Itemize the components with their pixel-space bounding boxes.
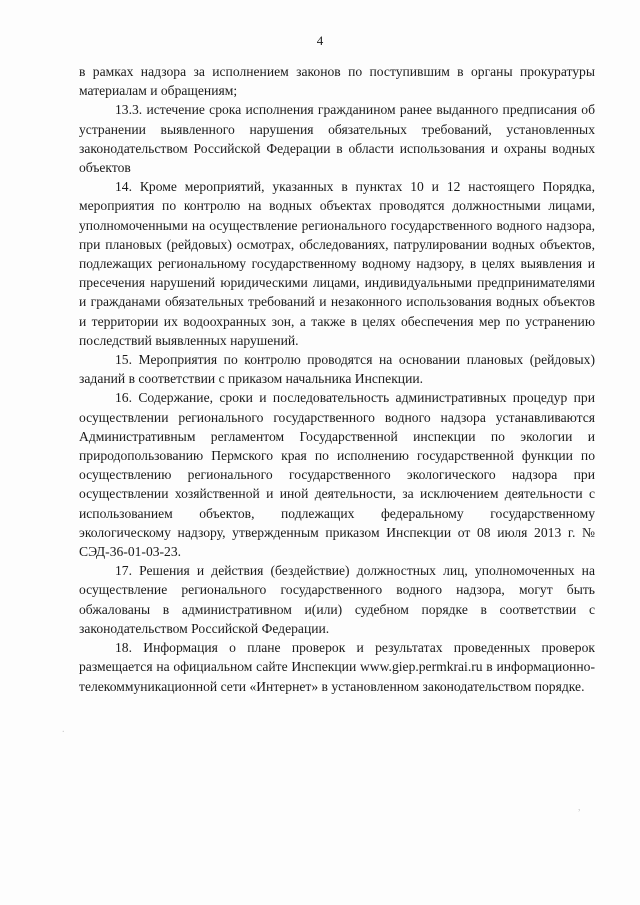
paragraph-17: 17. Решения и действия (бездействие) должностных лиц, уполномоченных на осуществление регионального государственного водного надзора, могут быть обжалованы в административном и(или) судебном порядке в соответствии с законодательством Российской Федерации. — [79, 563, 595, 636]
paragraph-continuation: в рамках надзора за исполнением законов по поступившим в органы прокуратуры материалам и обращениям; — [79, 64, 595, 99]
scan-artifact-left: . — [62, 724, 65, 735]
paragraph-18: 18. Информация о плане проверок и результатах проведенных проверок размещается на официальном сайте Инспекции www.giep.permkrai.ru в информационно-телекоммуникационной сети «Интернет» в установленном законодательством порядке. — [79, 640, 595, 694]
paragraph-14: 14. Кроме мероприятий, указанных в пунктах 10 и 12 настоящего Порядка, мероприятия по контролю на водных объектах проводятся должностными лицами, уполномоченными на осуществление регионального государственного водного надзора, при плановых (рейдовых) осмотрах, обследованиях, патрулировании водных объектов, подлежащих региональному государственному водному надзору, в целях выявления и пресечения нарушений юридическими лицами, индивидуальными предпринимателями и гражданами обязательных требований и незаконного использования водных объектов и территории их водоохранных зон, а также в целях обеспечения мер по устранению последствий выявленных нарушений. — [79, 179, 595, 348]
paragraph-15: 15. Мероприятия по контролю проводятся на основании плановых (рейдовых) заданий в соответствии с приказом начальника Инспекции. — [79, 352, 595, 387]
paragraph-16: 16. Содержание, сроки и последовательность административных процедур при осуществлении регионального государственного водного надзора устанавливаются Административным регламентом Государственной инспекции по экологии и природопользованию Пермского края по исполнению государственной функции по осуществлению регионального государственного экологического надзора при осуществлении хозяйственной и иной деятельности, за исключением деятельности с использованием объектов, подлежащих федеральному государственному экологическому надзору, утвержденным приказом Инспекции от 08 июля 2013 г. № СЭД-36-01-03-23. — [79, 390, 595, 560]
page-number: 4 — [316, 33, 324, 48]
document-body — [79, 62, 595, 696]
scan-artifact-right: , — [578, 802, 581, 813]
paragraph-13-3: 13.3. истечение срока исполнения гражданином ранее выданного предписания об устранении выявленного нарушения обязательных требований, установленных законодательством Российской Федерации в области использования и охраны водных объектов — [79, 102, 595, 176]
